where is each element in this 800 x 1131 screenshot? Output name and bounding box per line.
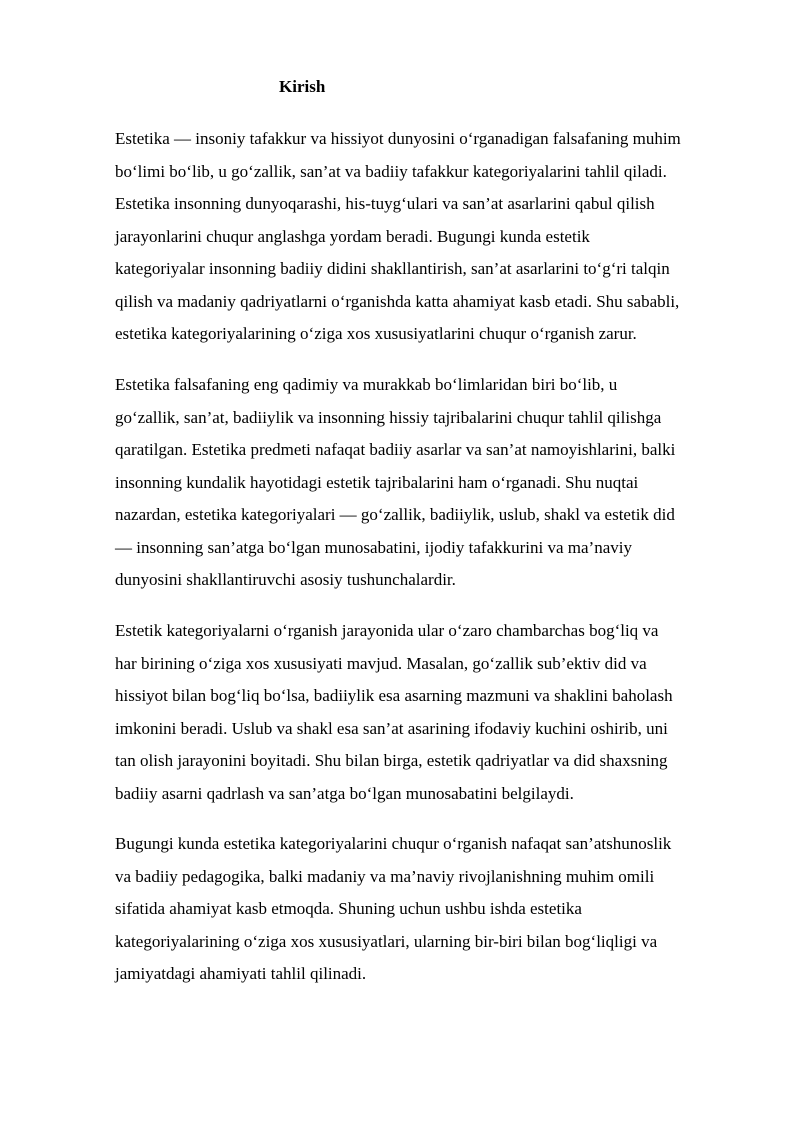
text-line: jarayonlarini chuqur anglashga yordam beradi. Bugungi kunda estetik (115, 226, 590, 246)
text-line: Estetik kategoriyalarni o‘rganish jarayonida ular o‘zaro chambarchas bog‘liq va (115, 621, 659, 640)
text-line: kategoriyalar insonning badiiy didini shakllantirish, san’at asarlarini to‘g‘ri talqin (115, 259, 670, 278)
text-line: bo‘limi bo‘lib, u go‘zallik, san’at va badiiy tafakkur kategoriyalarini tahlil qiladi. (115, 161, 667, 181)
paragraph-2 (115, 369, 675, 597)
text-line: nazardan, estetika kategoriyalari — go‘zallik, badiiylik, uslub, shakl va estetik did (115, 505, 675, 524)
text-line: estetika kategoriyalarining o‘ziga xos xususiyatlarini chuqur o‘rganish zarur. (115, 324, 637, 343)
paragraph-3 (115, 615, 673, 810)
text-line: — insonning san’atga bo‘lgan munosabatini, ijodiy tafakkurini va ma’naviy (115, 537, 632, 557)
text-line: dunyosini shakllantiruvchi asosiy tushunchalardir. (115, 570, 456, 589)
paragraph-4 (115, 828, 671, 991)
text-line: go‘zallik, san’at, badiiylik va insonning hissiy tajribalarini chuqur tahlil qilishga (115, 407, 662, 427)
text-line: sifatida ahamiyat kasb etmoqda. Shuning uchun ushbu ishda estetika (115, 899, 582, 918)
text-line: qilish va madaniy qadriyatlarni o‘rganishda katta ahamiyat kasb etadi. Shu sababli, (115, 291, 680, 311)
page-title: Kirish (279, 77, 326, 96)
text-line: Estetika — insoniy tafakkur va hissiyot dunyosini o‘rganadigan falsafaning muhim (115, 129, 681, 148)
text-line: qaratilgan. Estetika predmeti nafaqat badiiy asarlar va san’at namoyishlarini, balki (115, 440, 676, 459)
paragraph-1 (115, 123, 681, 351)
text-line: hissiyot bilan bog‘liq bo‘lsa, badiiylik esa asarning mazmuni va shaklini baholash (115, 686, 673, 705)
text-line: jamiyatdagi ahamiyati tahlil qilinadi. (115, 964, 367, 983)
text-line: Estetika insonning dunyoqarashi, his-tuyg‘ulari va san’at asarlarini qabul qilish (115, 194, 655, 213)
text-line: har birining o‘ziga xos xususiyati mavjud. Masalan, go‘zallik sub’ektiv did va (115, 653, 647, 673)
text-line: Bugungi kunda estetika kategoriyalarini chuqur o‘rganish nafaqat san’atshunoslik (115, 834, 672, 853)
text-line: imkonini beradi. Uslub va shakl esa san’at asarining ifodaviy kuchini oshirib, uni (115, 718, 668, 738)
text-line: tan olish jarayonini boyitadi. Shu bilan birga, estetik qadriyatlar va did shaxsning (115, 751, 668, 770)
text-line: insonning kundalik hayotidagi estetik tajribalarini ham o‘rganadi. Shu nuqtai (115, 472, 639, 492)
text-line: kategoriyalarining o‘ziga xos xususiyatlari, ularning bir-biri bilan bog‘liqligi va (115, 931, 658, 951)
text-line: badiiy asarni qadrlash va san’atga bo‘lgan munosabatini belgilaydi. (115, 783, 574, 803)
text-line: Estetika falsafaning eng qadimiy va murakkab bo‘limlaridan biri bo‘lib, u (115, 375, 618, 394)
text-line: va badiiy pedagogika, balki madaniy va ma’naviy rivojlanishning muhim omili (115, 866, 655, 886)
